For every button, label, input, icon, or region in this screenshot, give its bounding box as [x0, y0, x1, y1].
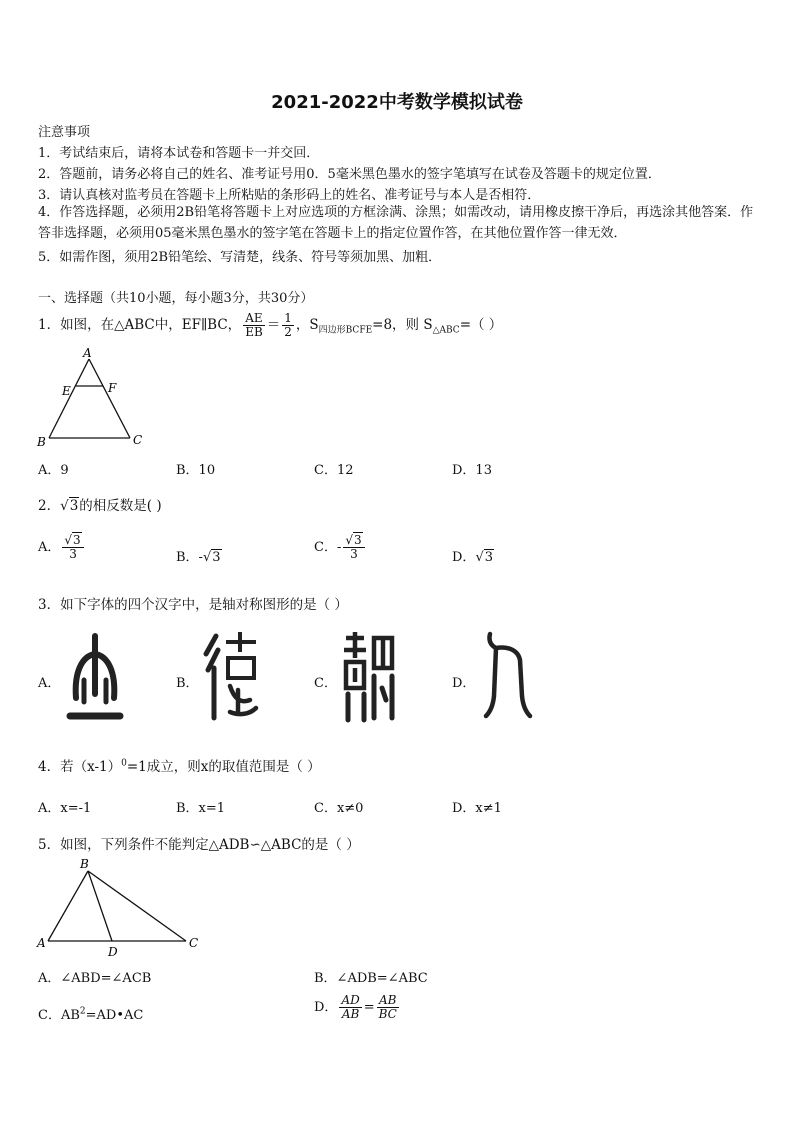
- label-a: A: [83, 346, 92, 360]
- question-5-stem: 5．如图，下列条件不能判定△ADB∽△ABC的是（ ）: [38, 837, 360, 853]
- triangle-abd-figure: [34, 855, 206, 959]
- q1-option-a[interactable]: A．9: [38, 463, 69, 478]
- q1-option-c[interactable]: C．12: [314, 463, 354, 478]
- label-b: B: [37, 435, 46, 449]
- triangle-abc-figure: [34, 344, 154, 449]
- label-a: A: [37, 936, 46, 950]
- ratio-fraction: $\frac{AE}{EB}$: [245, 311, 263, 339]
- q4-option-a[interactable]: A．x=-1: [38, 801, 92, 816]
- q2-option-d[interactable]: D．√3: [452, 550, 494, 565]
- q3-option-c-label[interactable]: C．: [314, 676, 337, 691]
- label-c: C: [133, 433, 143, 447]
- q5-option-c[interactable]: C．$AB^2=AD•AC$: [38, 1006, 144, 1023]
- q3-option-d-label[interactable]: D．: [452, 676, 476, 691]
- seal-character-a-icon: [64, 632, 126, 724]
- seal-character-c-icon: [338, 628, 398, 724]
- notice-item-4: 4．作答选择题，必须用2B铅笔将答题卡上对应选项的方框涂满、涂黑；如需改动，请用橡皮擦干净后，再选涂其他答案．作答非选择题，必须用05毫米黑色墨水的签字笔在答题卡上的指定位置作答，在其他位置作答一律无效．: [38, 205, 754, 241]
- question-3-stem: 3．如下字体的四个汉字中，是轴对称图形的是（ ）: [38, 597, 348, 613]
- half-fraction: $\frac{1}{2}$: [284, 311, 292, 339]
- q3-option-b-label[interactable]: B．: [176, 676, 199, 691]
- q5-option-d[interactable]: D． $\frac{AD}{AB}$ = $\frac{AB}{BC}$: [314, 993, 397, 1021]
- q2-option-b[interactable]: B．-√3: [176, 550, 221, 565]
- notice-item-1: 1．考试结束后，请将本试卷和答题卡一并交回．: [38, 146, 320, 161]
- seal-character-b-icon: [200, 628, 262, 724]
- notice-item-3: 3．请认真核对监考员在答题卡上所粘贴的条形码上的姓名、准考证号与本人是否相符．: [38, 188, 541, 203]
- q4-option-c[interactable]: C．x≠0: [314, 801, 364, 816]
- section-heading: 一、选择题（共10小题，每小题3分，共30分）: [38, 291, 314, 306]
- sqrt-symbol: √3: [60, 498, 79, 514]
- q3-option-a-label[interactable]: A．: [38, 676, 61, 691]
- question-1-stem: 1．如图，在△ABC中，EF∥BC， $\frac{AE}{EB}$ ＝ $\frac{1}{2}$ ，$S_{四边形BCFE}=8$，则 $S_{\triangle ABC}=$（ ）: [38, 311, 503, 339]
- notice-item-5: 5．如需作图，须用2B铅笔绘、写清楚，线条、符号等须加黑、加粗．: [38, 250, 442, 265]
- label-e: E: [62, 384, 71, 398]
- label-f: F: [108, 381, 117, 395]
- label-c: C: [189, 936, 199, 950]
- question-4-stem: 4．若$(x-1)^0=1$成立，则x的取值范围是（ ）: [38, 758, 321, 775]
- question-2-stem: 2．√3的相反数是( ): [38, 498, 162, 514]
- q4-option-b[interactable]: B．x=1: [176, 801, 226, 816]
- label-b: B: [80, 857, 89, 871]
- q2-option-c[interactable]: C．- $\frac{√3}{3}$: [314, 534, 367, 561]
- q1-option-b[interactable]: B．10: [176, 463, 216, 478]
- q2-option-a[interactable]: A． $\frac{√3}{3}$: [38, 534, 86, 561]
- notice-item-2: 2．答题前，请务必将自己的姓名、准考证号用0．5毫米黑色墨水的签字笔填写在试卷及答题卡的规定位置．: [38, 167, 661, 182]
- q1-option-d[interactable]: D．13: [452, 463, 492, 478]
- notice-heading: 注意事项: [38, 125, 91, 140]
- seal-character-d-icon: [478, 626, 536, 724]
- q5-option-a[interactable]: A．∠ABD=∠ACB: [38, 971, 152, 986]
- label-d: D: [108, 945, 118, 959]
- q5-option-b[interactable]: B．∠ADB=∠ABC: [314, 971, 428, 986]
- page-title: 2021-2022中考数学模拟试卷: [271, 92, 523, 113]
- q4-option-d[interactable]: D．x≠1: [452, 801, 502, 816]
